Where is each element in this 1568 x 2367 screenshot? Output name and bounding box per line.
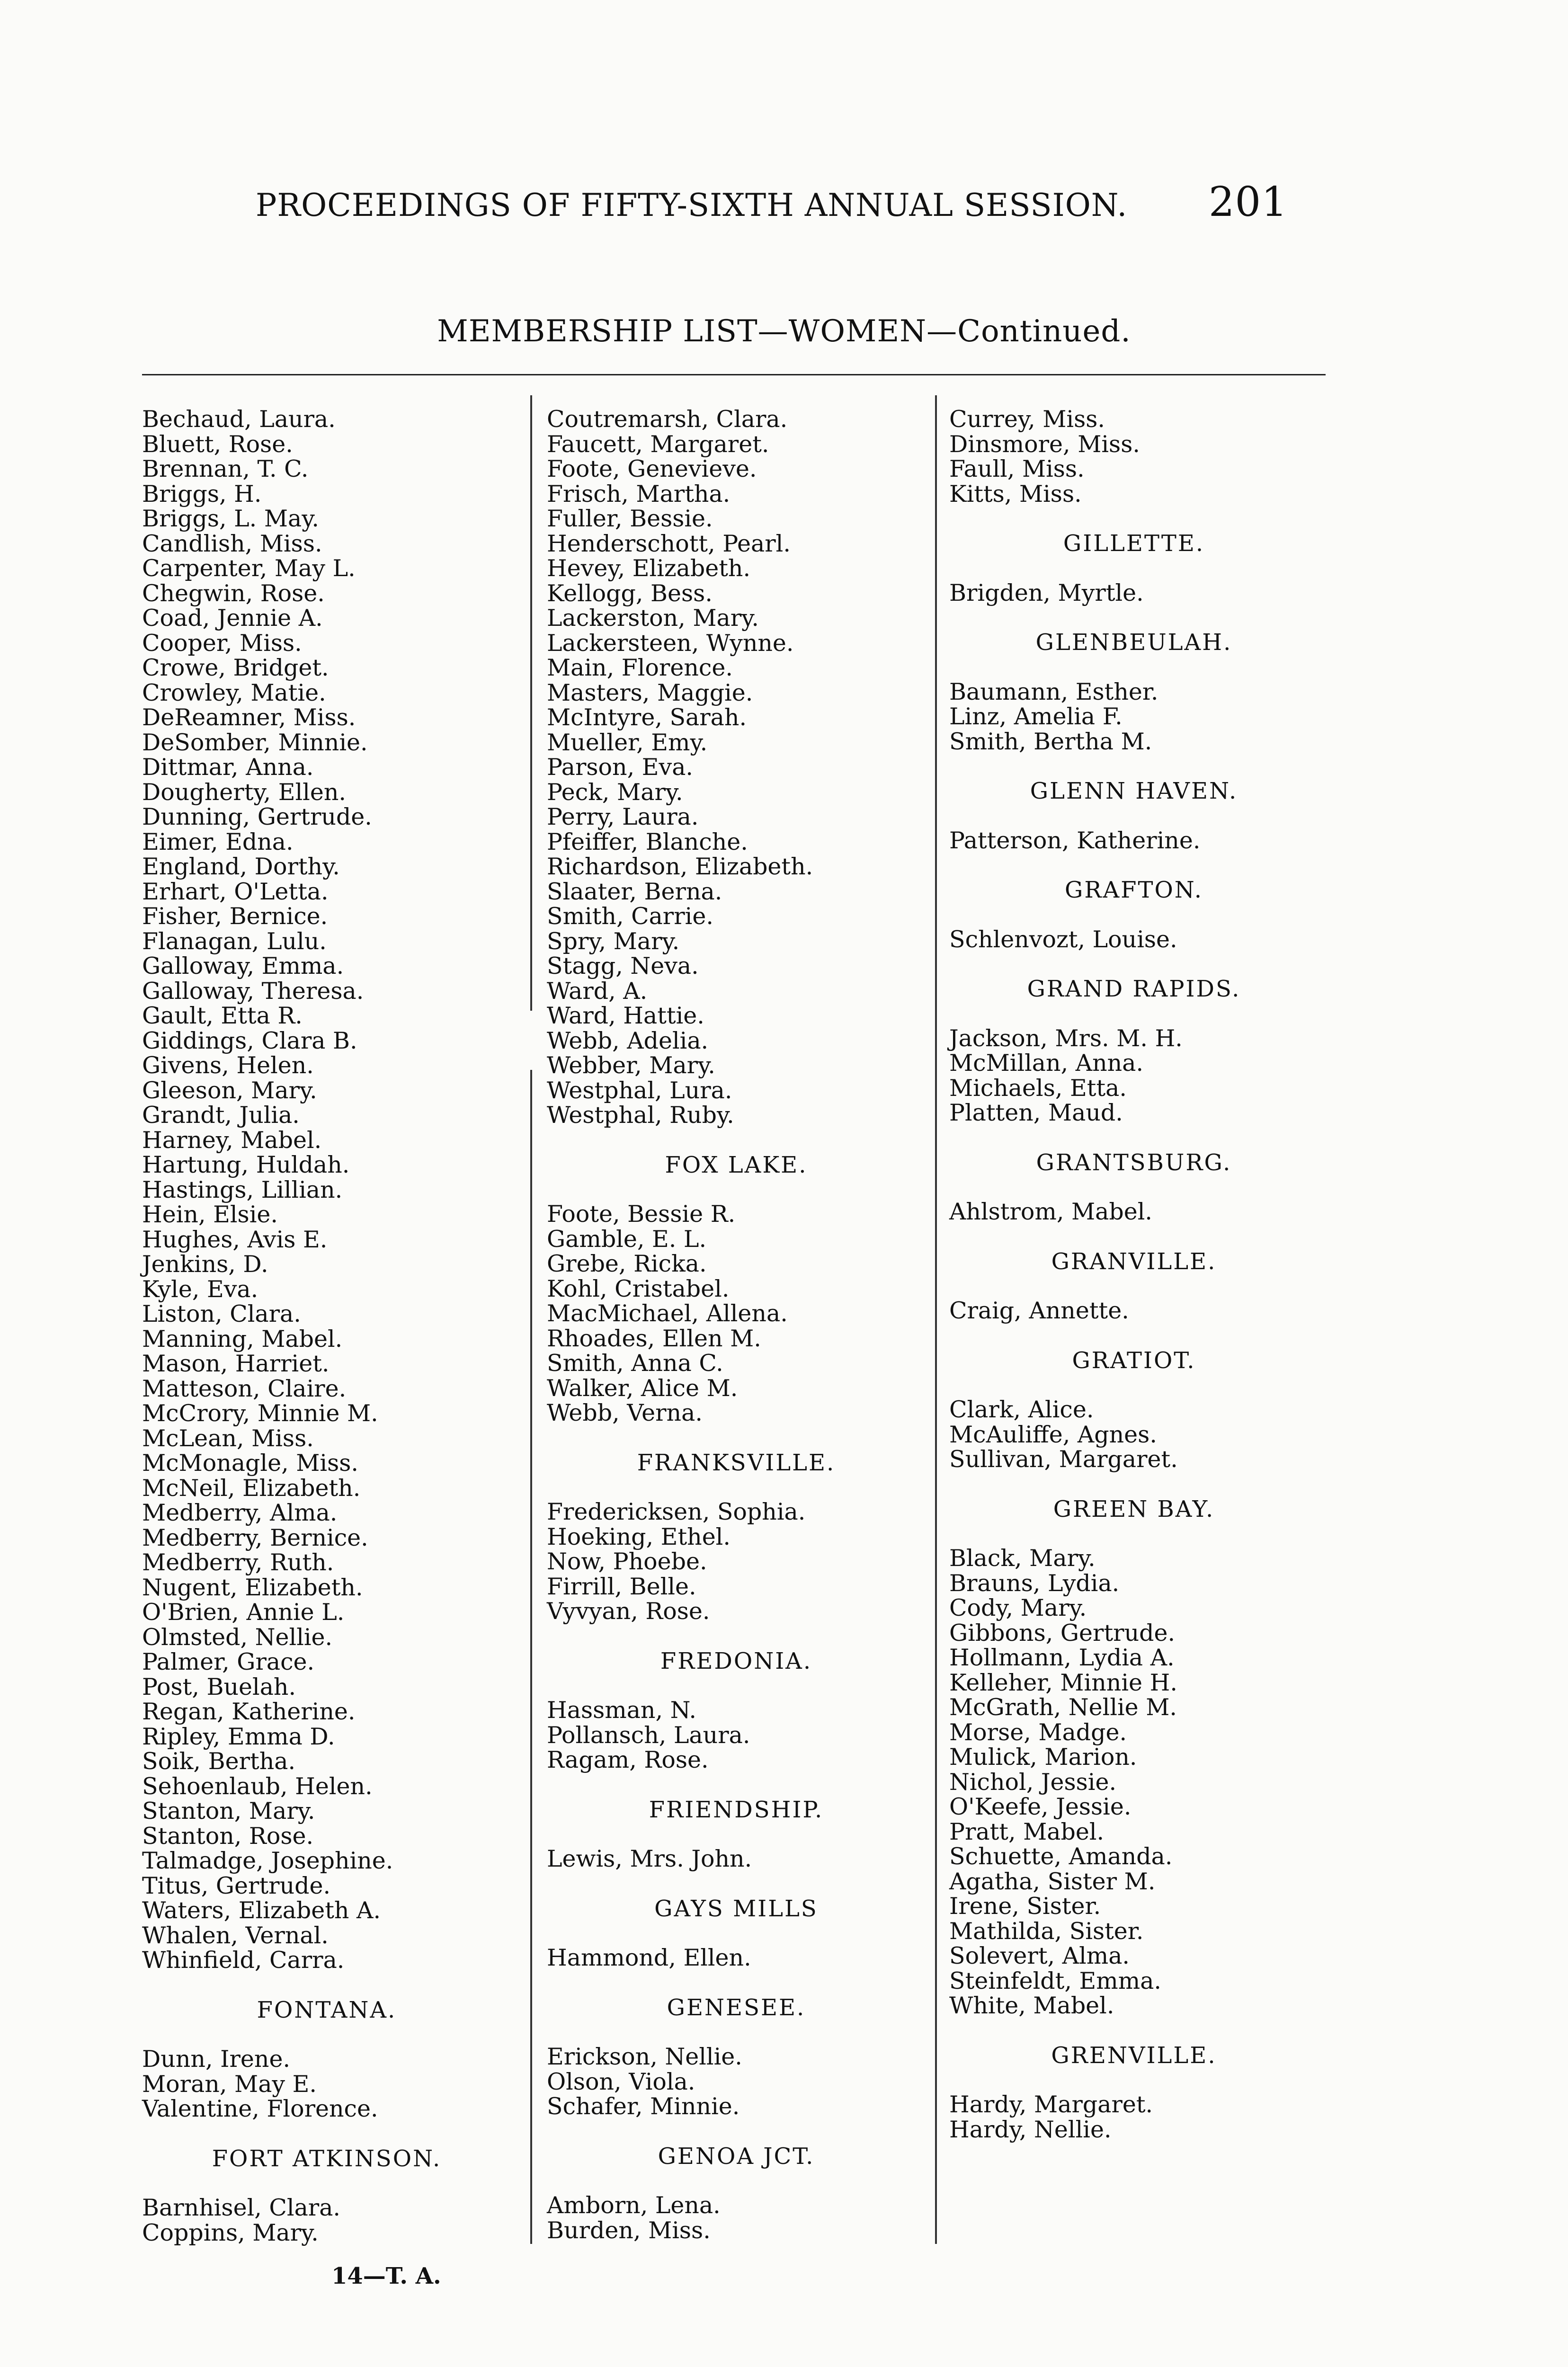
member-name: Westphal, Ruby. [547, 1102, 734, 1129]
member-name: Coad, Jennie A. [142, 605, 323, 632]
member-name: Ragam, Rose. [547, 1746, 709, 1773]
member-name: McCrory, Minnie M. [142, 1400, 378, 1427]
member-name: Galloway, Emma. [142, 952, 344, 979]
member-name: DeReamner, Miss. [142, 704, 356, 731]
member-name: Firrill, Belle. [547, 1573, 696, 1600]
member-name: Ahlstrom, Mabel. [949, 1198, 1152, 1225]
member-name: Whinfield, Carra. [142, 1947, 345, 1974]
member-name: Flanagan, Lulu. [142, 927, 327, 955]
member-name: Kitts, Miss. [949, 480, 1082, 507]
member-name: McNeil, Elizabeth. [142, 1474, 361, 1502]
town-heading: GRAFTON. [1064, 877, 1203, 903]
member-name: Olson, Viola. [547, 2068, 695, 2095]
member-name: Fredericksen, Sophia. [547, 1498, 806, 1525]
member-name: Palmer, Grace. [142, 1648, 315, 1675]
member-name: Hammond, Ellen. [547, 1944, 751, 1971]
town-heading: GILLETTE. [1063, 530, 1205, 557]
member-name: Crowe, Bridget. [142, 654, 329, 681]
town-heading: GLENN HAVEN. [1030, 778, 1238, 804]
member-name: Lackersteen, Wynne. [547, 629, 794, 657]
member-name: O'Keefe, Jessie. [949, 1793, 1131, 1820]
member-name: Schuette, Amanda. [949, 1843, 1173, 1870]
member-name: Morse, Madge. [949, 1718, 1127, 1746]
member-name: Nugent, Elizabeth. [142, 1574, 363, 1601]
member-name: Coutremarsh, Clara. [547, 406, 788, 433]
member-name: Mason, Harriet. [142, 1350, 330, 1377]
member-name: Linz, Amelia F. [949, 703, 1123, 730]
member-name: Peck, Mary. [547, 778, 683, 806]
member-name: Matteson, Claire. [142, 1375, 347, 1402]
town-heading: GREEN BAY. [1053, 1495, 1215, 1522]
member-name: Gamble, E. L. [547, 1225, 707, 1253]
member-name: Carpenter, May L. [142, 555, 356, 582]
member-name: Candlish, Miss. [142, 530, 322, 557]
member-name: Agatha, Sister M. [949, 1868, 1156, 1895]
member-name: Mulick, Marion. [949, 1744, 1137, 1771]
member-name: Hevey, Elizabeth. [547, 555, 751, 582]
member-name: Pollansch, Laura. [547, 1721, 750, 1749]
member-name: Parson, Eva. [547, 754, 694, 781]
member-name: Lackerston, Mary. [547, 605, 759, 632]
member-name: Webber, Mary. [547, 1052, 715, 1079]
member-name: Talmadge, Josephine. [142, 1847, 393, 1874]
member-name: Dougherty, Ellen. [142, 778, 346, 806]
member-name: Moran, May E. [142, 2070, 317, 2098]
member-name: Hollmann, Lydia A. [949, 1644, 1175, 1671]
member-name: Smith, Anna C. [547, 1350, 723, 1377]
member-name: Faucett, Margaret. [547, 430, 769, 458]
member-name: Smith, Carrie. [547, 903, 713, 930]
member-name: Kellogg, Bess. [547, 579, 713, 607]
member-name: Stanton, Rose. [142, 1822, 314, 1850]
member-name: Ward, A. [547, 977, 648, 1005]
member-name: Ripley, Emma D. [142, 1723, 335, 1750]
member-name: Stagg, Neva. [547, 952, 699, 979]
member-name: McAuliffe, Agnes. [949, 1421, 1157, 1448]
member-name: Walker, Alice M. [547, 1374, 738, 1402]
member-name: Pfeiffer, Blanche. [547, 828, 748, 855]
member-name: Titus, Gertrude. [142, 1872, 331, 1899]
member-name: Briggs, H. [142, 480, 262, 507]
town-heading: FRIENDSHIP. [649, 1796, 824, 1823]
member-name: Henderschott, Pearl. [547, 530, 791, 557]
member-name: McMillan, Anna. [949, 1050, 1144, 1077]
member-name: Soik, Bertha. [142, 1748, 296, 1775]
member-name: Hein, Elsie. [142, 1201, 278, 1228]
member-name: Hughes, Avis E. [142, 1226, 328, 1253]
member-name: England, Dorthy. [142, 853, 340, 880]
member-name: Black, Mary. [949, 1545, 1096, 1572]
member-name: Masters, Maggie. [547, 679, 753, 706]
member-name: Solevert, Alma. [949, 1942, 1130, 1969]
town-heading: FONTANA. [257, 1996, 397, 2023]
member-name: Baumann, Esther. [949, 678, 1158, 705]
member-name: Galloway, Theresa. [142, 977, 364, 1005]
page-number: 201 [1208, 178, 1288, 226]
membership-column-2 [547, 407, 926, 2243]
member-name: Hoeking, Ethel. [547, 1523, 731, 1550]
member-name: Frisch, Martha. [547, 480, 731, 507]
member-name: Schlenvozt, Louise. [949, 925, 1177, 953]
member-name: DeSomber, Minnie. [142, 729, 368, 756]
member-name: McGrath, Nellie M. [949, 1694, 1177, 1721]
town-heading: GLENBEULAH. [1035, 629, 1232, 656]
member-name: Gibbons, Gertrude. [949, 1619, 1176, 1646]
member-name: Webb, Verna. [547, 1399, 703, 1426]
member-name: Fisher, Bernice. [142, 903, 328, 930]
member-name: Jackson, Mrs. M. H. [949, 1024, 1183, 1052]
member-name: Foote, Genevieve. [547, 455, 757, 482]
member-name: Grandt, Julia. [142, 1102, 300, 1129]
town-heading: FREDONIA. [660, 1647, 812, 1674]
member-name: Dinsmore, Miss. [949, 430, 1140, 458]
member-name: Richardson, Elizabeth. [547, 853, 813, 880]
member-name: Stanton, Mary. [142, 1797, 315, 1824]
member-name: Schafer, Minnie. [547, 2093, 740, 2120]
membership-column-1 [142, 407, 511, 2245]
member-name: Westphal, Lura. [547, 1077, 732, 1104]
member-name: Brauns, Lydia. [949, 1569, 1120, 1597]
member-name: Clark, Alice. [949, 1396, 1094, 1423]
member-name: Brennan, T. C. [142, 455, 309, 482]
member-name: O'Brien, Annie L. [142, 1599, 345, 1626]
member-name: Medberry, Ruth. [142, 1549, 334, 1576]
member-name: Crowley, Matie. [142, 679, 326, 706]
town-heading: FORT ATKINSON. [212, 2145, 442, 2172]
member-name: Dittmar, Anna. [142, 754, 314, 781]
member-name: Gleeson, Mary. [142, 1077, 317, 1104]
town-heading: GRENVILLE. [1051, 2042, 1217, 2069]
member-name: Kyle, Eva. [142, 1275, 258, 1303]
member-name: Olmsted, Nellie. [142, 1623, 333, 1651]
member-name: Pratt, Mabel. [949, 1818, 1105, 1845]
member-name: Post, Buelah. [142, 1673, 296, 1700]
member-name: Now, Phoebe. [547, 1548, 707, 1575]
member-name: Hartung, Huldah. [142, 1151, 350, 1178]
member-name: Eimer, Edna. [142, 828, 294, 855]
signature-mark: 14—T. A. [331, 2263, 441, 2289]
member-name: Givens, Helen. [142, 1052, 314, 1079]
member-name: Burden, Miss. [547, 2216, 711, 2244]
member-name: Dunn, Irene. [142, 2046, 291, 2073]
member-name: White, Mabel. [949, 1992, 1114, 2019]
section-subtitle: MEMBERSHIP LIST—WOMEN—Continued. [437, 314, 1131, 349]
member-name: Steinfeldt, Emma. [949, 1967, 1161, 1994]
member-name: Brigden, Myrtle. [949, 579, 1144, 606]
member-name: Mueller, Emy. [547, 729, 708, 756]
member-name: Kohl, Cristabel. [547, 1275, 730, 1302]
town-heading: FRANKSVILLE. [637, 1449, 836, 1476]
member-name: Irene, Sister. [949, 1893, 1101, 1920]
member-name: Kelleher, Minnie H. [949, 1669, 1177, 1696]
member-name: Cooper, Miss. [142, 629, 302, 657]
member-name: McMonagle, Miss. [142, 1450, 358, 1477]
member-name: Erickson, Nellie. [547, 2043, 742, 2070]
member-name: Manning, Mabel. [142, 1325, 343, 1353]
member-name: Erhart, O'Letta. [142, 878, 329, 905]
member-name: Lewis, Mrs. John. [547, 1845, 752, 1872]
member-name: Vyvyan, Rose. [547, 1598, 710, 1625]
member-name: Currey, Miss. [949, 406, 1105, 433]
member-name: Hardy, Nellie. [949, 2116, 1112, 2143]
member-name: Giddings, Clara B. [142, 1027, 357, 1054]
town-heading: GRANVILLE. [1051, 1248, 1217, 1275]
member-name: Mathilda, Sister. [949, 1917, 1144, 1945]
town-heading: GAYS MILLS [654, 1895, 818, 1922]
member-name: Cody, Mary. [949, 1594, 1087, 1621]
member-name: Bluett, Rose. [142, 430, 293, 458]
member-name: Ward, Hattie. [547, 1002, 704, 1029]
member-name: Harney, Mabel. [142, 1126, 322, 1154]
member-name: Hardy, Margaret. [949, 2091, 1153, 2118]
member-name: Valentine, Florence. [142, 2095, 378, 2122]
member-name: Coppins, Mary. [142, 2219, 319, 2246]
member-name: Gault, Etta R. [142, 1002, 303, 1029]
member-name: Hastings, Lillian. [142, 1176, 343, 1203]
member-name: McIntyre, Sarah. [547, 704, 747, 731]
member-name: Liston, Clara. [142, 1300, 301, 1327]
member-name: Platten, Maud. [949, 1099, 1123, 1126]
town-heading: GENOA JCT. [658, 2143, 815, 2170]
column-divider [935, 395, 937, 2244]
member-name: Rhoades, Ellen M. [547, 1325, 761, 1352]
member-name: Foote, Bessie R. [547, 1201, 736, 1228]
member-name: Fuller, Bessie. [547, 505, 713, 532]
member-name: Smith, Bertha M. [949, 728, 1152, 755]
member-name: Barnhisel, Clara. [142, 2194, 340, 2221]
member-name: Grebe, Ricka. [547, 1250, 707, 1277]
town-heading: GRAND RAPIDS. [1027, 976, 1241, 1002]
member-name: Patterson, Katherine. [949, 827, 1201, 854]
member-name: Chegwin, Rose. [142, 579, 325, 607]
running-title: PROCEEDINGS OF FIFTY-SIXTH ANNUAL SESSION. [256, 187, 1128, 223]
column-divider [530, 1070, 532, 2244]
horizontal-rule [142, 374, 1326, 375]
member-name: Hassman, N. [547, 1697, 696, 1724]
membership-column-3 [949, 407, 1319, 2142]
member-name: McLean, Miss. [142, 1424, 314, 1452]
member-name: MacMichael, Allena. [547, 1300, 788, 1327]
member-name: Whalen, Vernal. [142, 1922, 329, 1949]
town-heading: FOX LAKE. [665, 1151, 808, 1178]
member-name: Amborn, Lena. [547, 2192, 721, 2219]
member-name: Sullivan, Margaret. [949, 1446, 1178, 1473]
member-name: Nichol, Jessie. [949, 1768, 1117, 1796]
town-heading: GRATIOT. [1072, 1347, 1196, 1374]
member-name: Regan, Katherine. [142, 1698, 356, 1725]
member-name: Craig, Annette. [949, 1297, 1129, 1324]
member-name: Medberry, Alma. [142, 1499, 338, 1526]
member-name: Webb, Adelia. [547, 1027, 709, 1054]
member-name: Sehoenlaub, Helen. [142, 1772, 373, 1800]
column-divider [530, 395, 532, 1011]
member-name: Medberry, Bernice. [142, 1524, 368, 1551]
member-name: Faull, Miss. [949, 455, 1085, 482]
member-name: Jenkins, D. [142, 1251, 268, 1278]
member-name: Waters, Elizabeth A. [142, 1897, 381, 1924]
member-name: Spry, Mary. [547, 927, 680, 955]
town-heading: GENESEE. [667, 1994, 806, 2021]
member-name: Dunning, Gertrude. [142, 803, 372, 830]
town-heading: GRANTSBURG. [1036, 1149, 1232, 1176]
member-name: Slaater, Berna. [547, 878, 722, 905]
member-name: Perry, Laura. [547, 803, 699, 830]
member-name: Bechaud, Laura. [142, 406, 336, 433]
member-name: Main, Florence. [547, 654, 733, 681]
member-name: Briggs, L. May. [142, 505, 319, 532]
member-name: Michaels, Etta. [949, 1074, 1127, 1102]
